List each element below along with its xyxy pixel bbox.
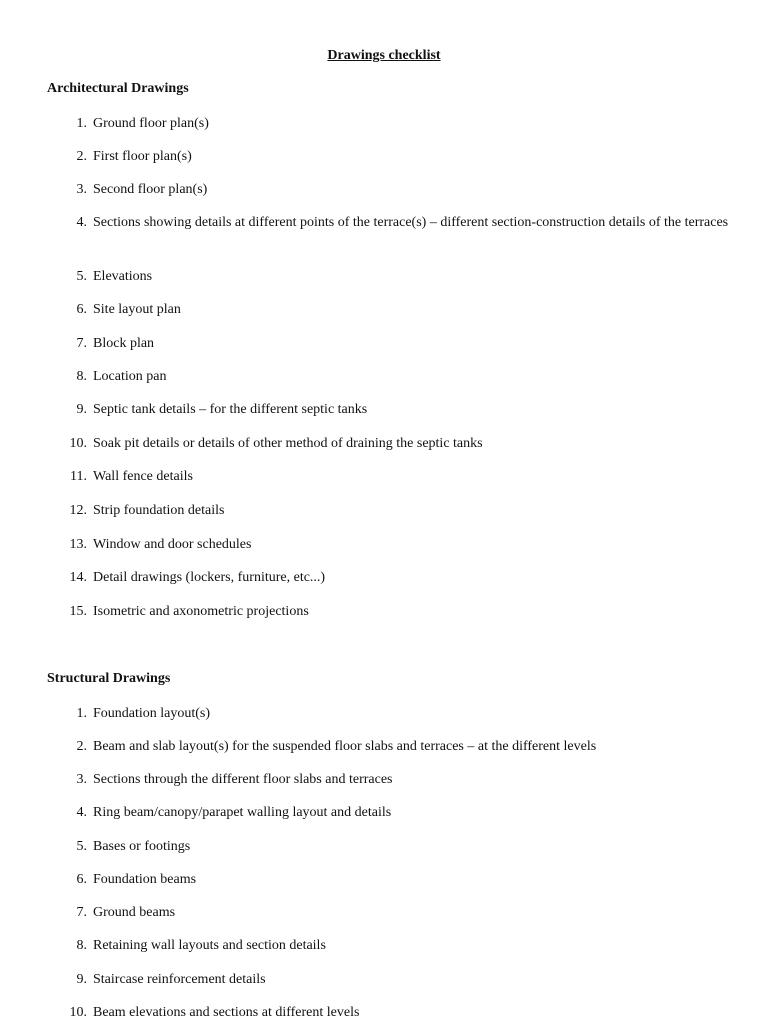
list-item-number: 8. [76, 938, 87, 953]
list-item-number: 6. [76, 302, 87, 317]
list-item-number: 9. [76, 402, 87, 417]
section-heading-structural: Structural Drawings [47, 671, 171, 686]
list-item-number: 10. [69, 1005, 87, 1020]
page-title: Drawings checklist [327, 48, 441, 63]
list-item-text: Window and door schedules [93, 537, 252, 552]
list-item-number: 2. [76, 149, 87, 164]
list-item-number: 12. [69, 503, 87, 518]
list-item-text: Isometric and axonometric projections [93, 604, 309, 619]
section-heading-architectural: Architectural Drawings [47, 81, 189, 96]
list-item-number: 3. [76, 182, 87, 197]
list-item-number: 4. [76, 215, 87, 230]
list-item-number: 13. [69, 537, 87, 552]
list-item-text: Location pan [93, 369, 167, 384]
list-item-number: 3. [76, 772, 87, 787]
list-item-number: 8. [76, 369, 87, 384]
list-item-text: Septic tank details – for the different septic tanks [93, 402, 368, 417]
list-item-text: Ground beams [93, 905, 176, 920]
list-item-number: 1. [76, 706, 87, 721]
list-item-text: Elevations [93, 269, 153, 284]
list-item-number: 7. [76, 905, 87, 920]
list-item-number: 4. [76, 805, 87, 820]
list-item-text: Wall fence details [93, 469, 193, 484]
list-item-text: Sections showing details at different points of the terrace(s) – different section-construction details of the terraces [93, 215, 729, 230]
list-item-text: Retaining wall layouts and section details [93, 938, 326, 953]
list-item-number: 9. [76, 972, 87, 987]
list-item-number: 11. [70, 469, 87, 484]
list-item-text: Beam and slab layout(s) for the suspended floor slabs and terraces – at the different levels [93, 739, 597, 754]
list-item-text: Soak pit details or details of other method of draining the septic tanks [93, 436, 483, 451]
list-item-number: 5. [76, 269, 87, 284]
list-item-text: Foundation layout(s) [93, 706, 211, 721]
list-item-number: 1. [76, 116, 87, 131]
list-item-text: Site layout plan [93, 302, 181, 317]
list-item-number: 7. [76, 336, 87, 351]
list-item-text: Detail drawings (lockers, furniture, etc...) [93, 570, 326, 585]
list-item-number: 15. [69, 604, 87, 619]
list-item-text: Staircase reinforcement details [93, 972, 266, 987]
list-item-text: Strip foundation details [93, 503, 225, 518]
list-item-text: Foundation beams [93, 872, 197, 887]
list-item-number: 2. [76, 739, 87, 754]
list-item-text: Ground floor plan(s) [93, 116, 209, 131]
list-item-text: Sections through the different floor slabs and terraces [93, 772, 393, 787]
list-item-text: Bases or footings [93, 839, 191, 854]
list-item-text: Second floor plan(s) [93, 182, 208, 197]
list-item-number: 6. [76, 872, 87, 887]
list-item-number: 14. [69, 570, 87, 585]
list-item-number: 5. [76, 839, 87, 854]
list-item-text: Ring beam/canopy/parapet walling layout and details [93, 805, 392, 820]
list-item-text: Block plan [93, 336, 155, 351]
list-item-text: First floor plan(s) [93, 149, 192, 164]
list-item-number: 10. [69, 436, 87, 451]
list-item-text: Beam elevations and sections at different levels [93, 1005, 360, 1020]
